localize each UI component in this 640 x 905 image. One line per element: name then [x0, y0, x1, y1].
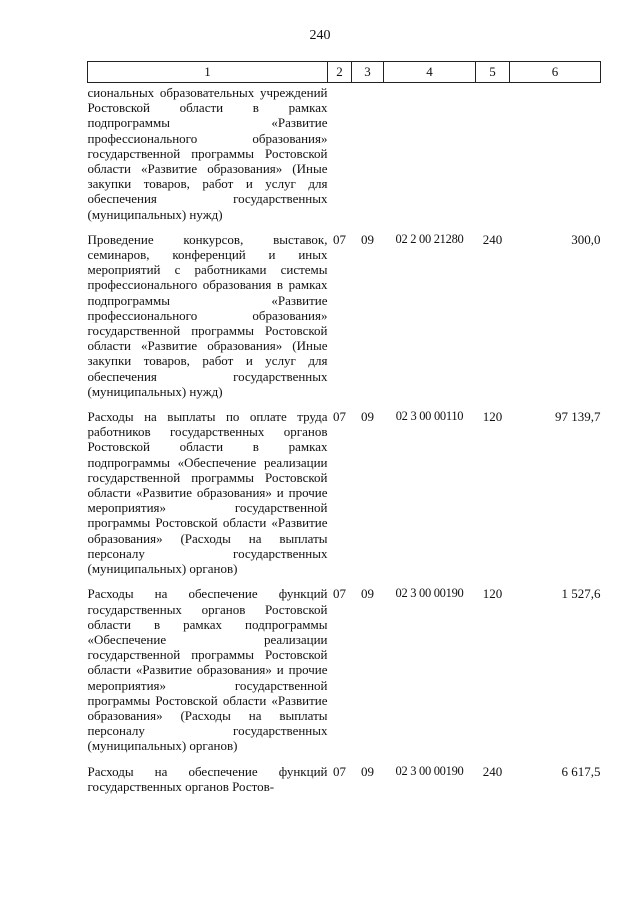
row-description: Расходы на обеспечение функций государственных органов Ростовской области в рамках подпрограммы «Обеспечение реализации государственной программы Ростовской области «Развитие образования» и прочие мероприятия» государственной программы Ростовской области «Развитие образования» (Расходы на выплаты персоналу государственных (муниципальных) органов) — [87, 586, 328, 754]
subsection-code — [352, 83, 384, 232]
expense-type-code: 240 — [482, 231, 503, 247]
subsection-code: 09 — [361, 409, 374, 425]
section-code: 07 — [333, 586, 346, 602]
column-header: 5 — [476, 62, 510, 83]
target-article-code — [384, 83, 476, 232]
amount: 300,0 — [571, 231, 601, 247]
expense-type-code — [476, 83, 510, 232]
section-code: 07 — [333, 763, 346, 779]
column-header: 1 — [88, 62, 328, 83]
row-description: Проведение конкурсов, выставок, семинаров, конференций и иных мероприятий с работниками системы профессионального образования в рамках подпрограммы «Развитие профессионального образования» государственной программы Ростовской области «Развитие образования» (Иные закупки товаров, работ и услуг для обеспечения государственных (муниципальных) нужд) — [87, 231, 328, 399]
section-code: 07 — [333, 409, 346, 425]
table-row — [88, 409, 601, 586]
table-row — [88, 586, 601, 763]
amount: 1 527,6 — [561, 586, 601, 602]
amount: 6 617,5 — [561, 763, 601, 779]
section-code — [328, 83, 352, 232]
amount — [510, 83, 601, 232]
section-code: 07 — [333, 231, 346, 247]
target-article-code: 02 3 00 00190 — [395, 586, 464, 601]
expense-type-code: 120 — [482, 409, 503, 425]
subsection-code: 09 — [361, 763, 374, 779]
row-description: Расходы на обеспечение функций государственных органов Ростов- — [87, 763, 328, 794]
row-description: Расходы на выплаты по оплате труда работников государственных органов Ростовской области в рамках подпрограммы «Обеспечение реализации государственной программы Ростовской области «Развитие образования» и прочие мероприятия» государственной программы Ростовской области «Развитие образования» (Расходы на выплаты персоналу государственных (муниципальных) органов) — [87, 409, 328, 577]
target-article-code: 02 3 00 00110 — [395, 409, 464, 424]
expense-type-code: 120 — [482, 586, 503, 602]
page-number: 240 — [309, 28, 331, 43]
budget-table — [87, 61, 601, 804]
row-description: сиональных образовательных учреждений Ростовской области в рамках подпрограммы «Развитие профессионального образования» государственной программы Ростовской области «Развитие образования» (Иные закупки товаров, работ и услуг для обеспечения государственных (муниципальных) нужд) — [87, 85, 328, 222]
subsection-code: 09 — [361, 586, 374, 602]
amount: 97 139,7 — [555, 409, 601, 425]
table-row — [88, 764, 601, 804]
column-header: 2 — [328, 62, 352, 83]
column-header: 3 — [352, 62, 384, 83]
target-article-code: 02 2 00 21280 — [395, 231, 464, 246]
table-header-row — [88, 62, 601, 83]
target-article-code: 02 3 00 00190 — [395, 763, 464, 778]
column-header: 4 — [384, 62, 476, 83]
subsection-code: 09 — [361, 231, 374, 247]
table-row — [88, 232, 601, 409]
column-header: 6 — [510, 62, 601, 83]
expense-type-code: 240 — [482, 763, 503, 779]
table-row — [88, 83, 601, 232]
